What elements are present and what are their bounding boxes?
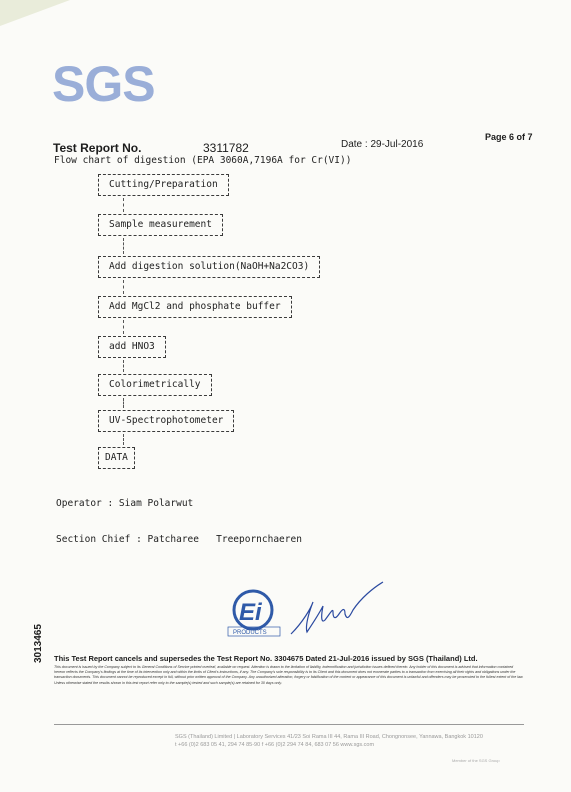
operator-line: Operator : Siam Polarwut	[56, 498, 194, 509]
signature-image	[287, 580, 387, 644]
flow-step-add-hno3: add HNO3	[98, 336, 166, 358]
flow-step-add-digestion: Add digestion solution(NaOH+Na2CO3)	[98, 256, 320, 278]
flow-step-cutting: Cutting/Preparation	[98, 174, 229, 196]
ei-products-logo	[226, 589, 286, 643]
terms-fine-print: This document is issued by the Company subject to its General Conditions of Service printed overleaf, available on request. Attention is drawn to the limitation of liability, indemnification and jurisdiction issues defined therein. Any holder of this document is advised that information contained hereon reflects the Company's findings at the time of its intervention only and within the limits of Client's instructions, if any. The Company's sole responsibility is to its Client and this document does not exonerate parties to a transaction from exercising all their rights and obligations under the transaction documents. This document cannot be reproduced except in full, without prior written approval of the Company. Any unauthorized alteration, forgery or falsification of the content or appearance of this document is unlawful and offenders may be prosecuted to the fullest extent of the law. Unless otherwise stated the results shown in this test report refer only to the sample(s) tested and such sample(s) are retained for 30 days only.	[54, 665, 524, 685]
flow-arrow	[123, 320, 124, 334]
section-chief-line: Section Chief : Patcharee Treepornchaeren	[56, 534, 302, 545]
flow-step-data: DATA	[98, 447, 135, 469]
footer-divider	[54, 724, 524, 725]
flow-arrow	[123, 198, 124, 212]
svg-text:Ei: Ei	[239, 599, 262, 626]
flow-arrow	[123, 398, 124, 408]
page-number: Page 6 of 7	[485, 132, 533, 142]
footer-address	[175, 733, 483, 749]
flow-arrow	[123, 360, 124, 372]
signoff-block	[56, 474, 302, 558]
side-serial-number: 3013465	[33, 624, 44, 663]
flow-step-colorimetrically: Colorimetrically	[98, 374, 212, 396]
address-line: SGS (Thailand) Limited | Laboratory Services 41/23 Soi Rama III 44, Rama III Road, Chongnonsee, Yannawa, Bangkok 10120	[175, 734, 483, 740]
report-date: Date : 29-Jul-2016	[341, 139, 424, 150]
flow-arrow	[123, 238, 124, 254]
flow-arrow	[123, 280, 124, 294]
report-no: 3311782	[203, 141, 249, 155]
cancel-notice: This Test Report cancels and supersedes the Test Report No. 3304675 Dated 21-Jul-2016 issued by SGS (Thailand) Ltd.	[54, 654, 478, 663]
sgs-logo: SGS	[52, 56, 155, 112]
report-no-label: Test Report No.	[53, 141, 142, 155]
page-corner-fold	[0, 0, 70, 26]
svg-text:PRODUCTS: PRODUCTS	[233, 630, 267, 636]
flow-step-uv-spectrophotometer: UV-Spectrophotometer	[98, 410, 234, 432]
flow-step-add-mgcl2: Add MgCl2 and phosphate buffer	[98, 296, 292, 318]
group-member-note: Member of the SGS Group	[452, 758, 500, 763]
flow-arrow	[123, 434, 124, 445]
contact-line: t +66 (0)2 683 05 41, 294 74 85-90 f +66 (0)2 294 74 84, 683 07 56 www.sgs.com	[175, 742, 375, 748]
flowchart-title: Flow chart of digestion (EPA 3060A,7196A for Cr(VI))	[54, 155, 352, 166]
flow-step-sample-measurement: Sample measurement	[98, 214, 223, 236]
